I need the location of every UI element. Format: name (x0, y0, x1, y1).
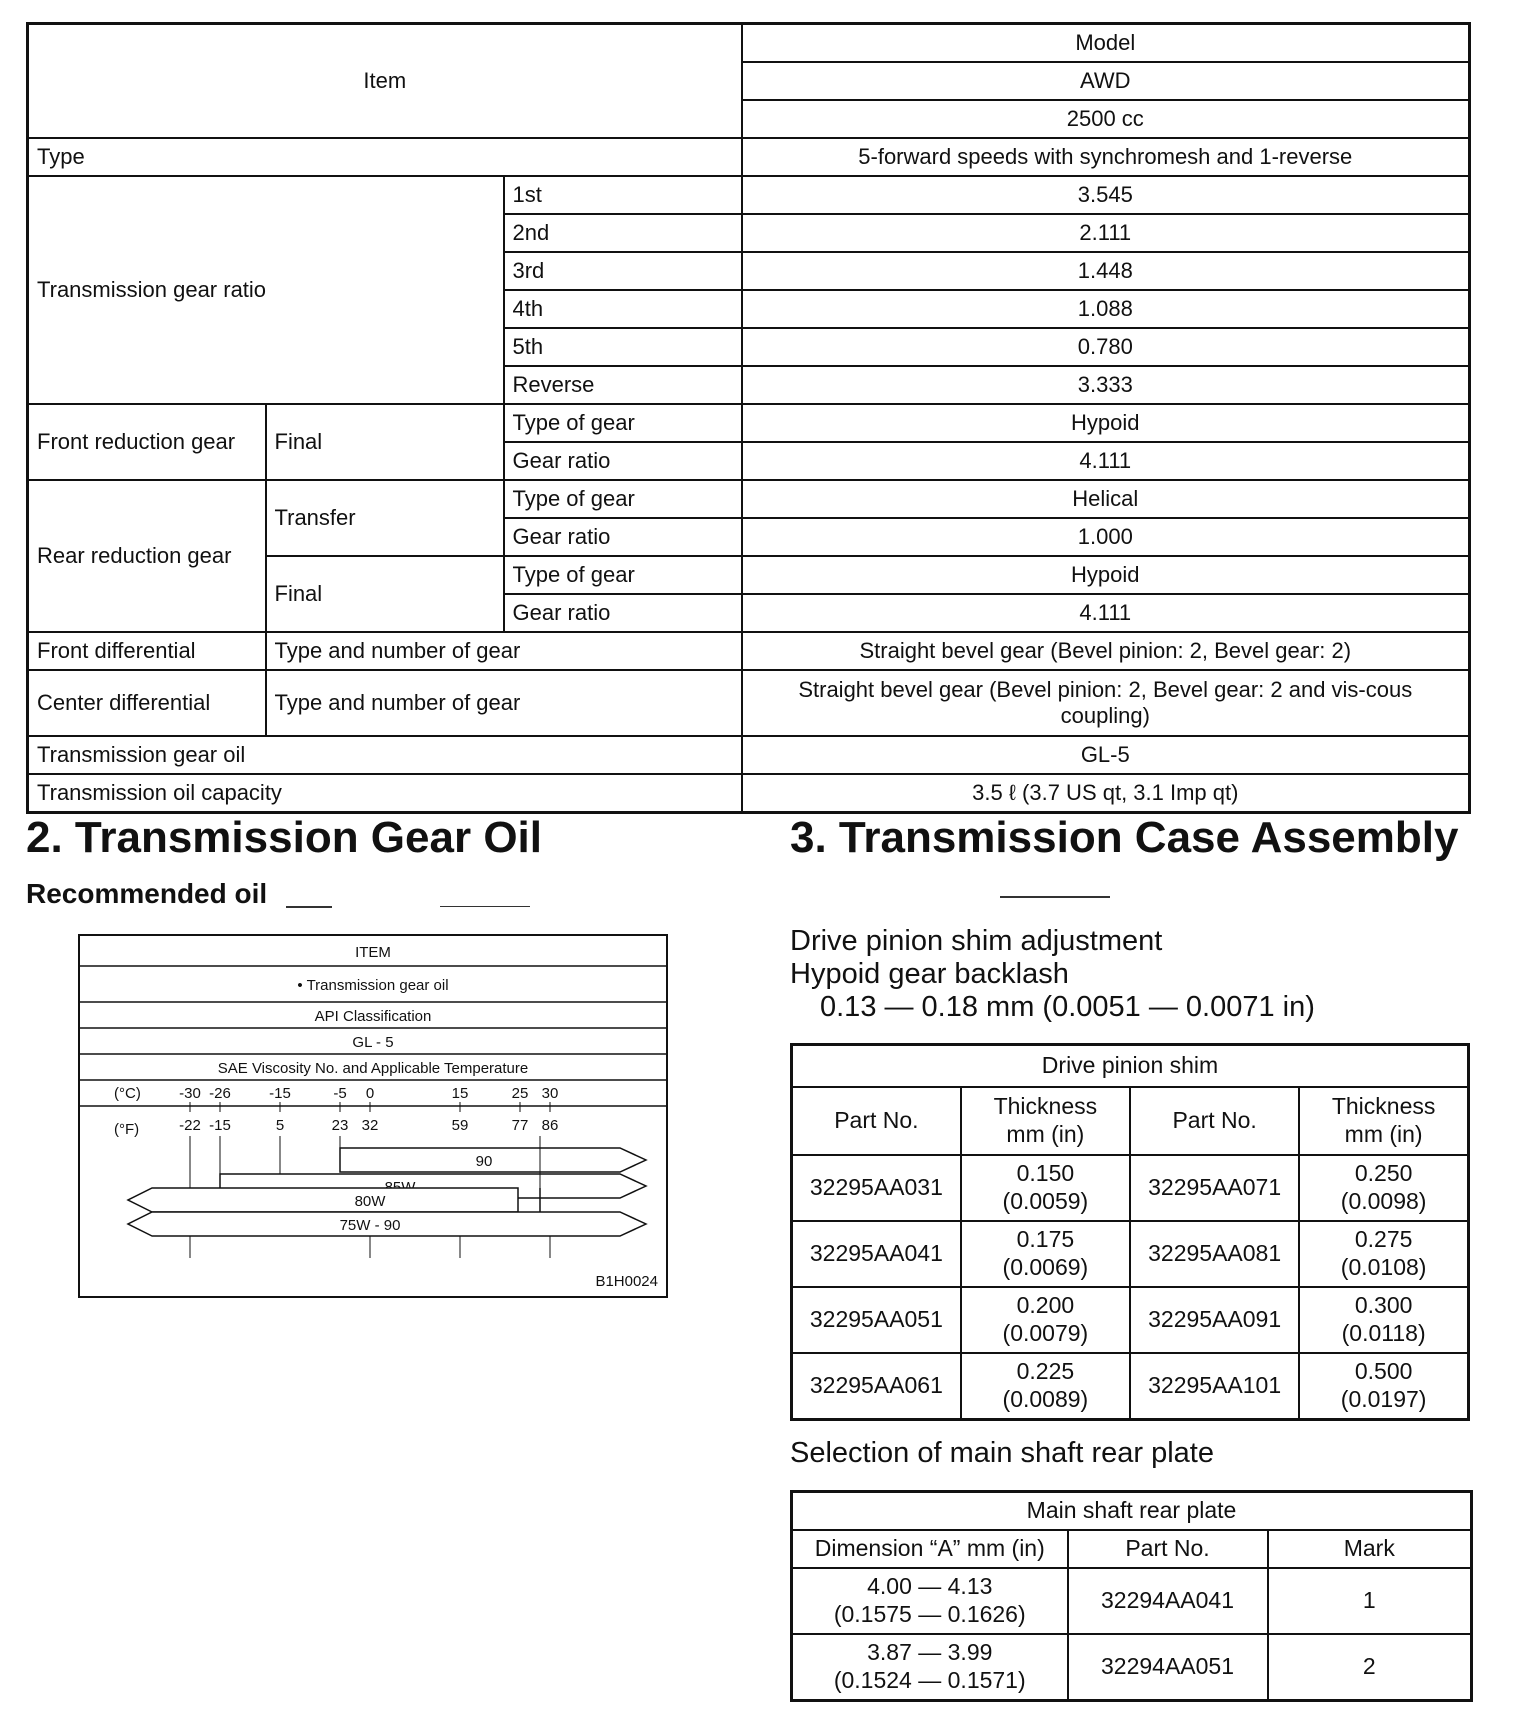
celsius-tick-label: 25 (511, 1085, 529, 1102)
shim-col-thickness (1299, 1087, 1468, 1155)
oil-viscosity-chart-svg (80, 936, 666, 1296)
thickness-in: (0.0098) (1340, 1188, 1427, 1214)
table-row (792, 1353, 1469, 1420)
front-reduction-label: Front reduction gear (28, 404, 266, 480)
type-value: 5-forward speeds with synchromesh and 1-reverse (742, 138, 1470, 176)
specifications-table (26, 22, 1471, 814)
grade-bar-80w (128, 1188, 518, 1212)
type-label: Type (28, 138, 742, 176)
gear-name: 1st (504, 176, 742, 214)
shim-thickness (961, 1155, 1130, 1221)
rear-transfer-label: Transfer (266, 480, 504, 556)
thickness-in: (0.0059) (1002, 1188, 1089, 1214)
thickness-in: (0.0197) (1340, 1386, 1427, 1412)
table-row (792, 1155, 1469, 1221)
shim-part-no: 32295AA031 (792, 1155, 961, 1221)
oil-capacity-value: 3.5 ℓ (3.7 US qt, 3.1 Imp qt) (742, 774, 1470, 813)
dimension-mm: 4.00 — 4.13 (867, 1573, 993, 1600)
shim-part-no: 32295AA061 (792, 1353, 961, 1420)
front-type-label: Type of gear (504, 404, 742, 442)
gear-name: 2nd (504, 214, 742, 252)
oil-capacity-label: Transmission oil capacity (28, 774, 742, 813)
gear-ratio-value: 2.111 (742, 214, 1470, 252)
gear-ratio-value: 3.545 (742, 176, 1470, 214)
thickness-mm: 0.150 (1016, 1160, 1075, 1187)
item-header: Item (28, 24, 742, 139)
fahrenheit-tick-label: -15 (209, 1117, 231, 1134)
rear-final-ratio-label: Gear ratio (504, 594, 742, 632)
shim-thickness (961, 1221, 1130, 1287)
chart-api-label: API Classification (314, 1008, 432, 1025)
chart-api-value: GL - 5 (352, 1034, 394, 1051)
celsius-tick-label: -30 (179, 1085, 201, 1102)
center-diff-label: Center differential (28, 670, 266, 736)
front-ratio-value: 4.111 (742, 442, 1470, 480)
rear-reduction-label: Rear reduction gear (28, 480, 266, 632)
section-3-title: 3. Transmission Case Assembly (790, 813, 1459, 862)
fahrenheit-tick-label: 23 (331, 1117, 349, 1134)
shim-col-thickness-line2: mm (in) (1344, 1121, 1423, 1147)
gear-name: 3rd (504, 252, 742, 290)
chart-temperature-scale (179, 1085, 558, 1134)
shim-part-no: 32295AA051 (792, 1287, 961, 1353)
rule-line (286, 906, 332, 908)
center-diff-sub: Type and number of gear (266, 670, 742, 736)
fahrenheit-tick-label: 86 (541, 1117, 559, 1134)
model-awd: AWD (742, 62, 1470, 100)
model-displacement: 2500 cc (742, 100, 1470, 138)
grade-label: 75W - 90 (339, 1217, 401, 1234)
dimension-in: (0.1575 — 0.1626) (833, 1601, 1026, 1627)
shim-col-thickness-line1: Thickness (993, 1093, 1098, 1120)
gear-name: 5th (504, 328, 742, 366)
figure-code: B1H0024 (595, 1273, 658, 1290)
rear-final-type-value: Hypoid (742, 556, 1470, 594)
chart-fahrenheit-unit: (°F) (114, 1121, 140, 1138)
gear-ratio-label: Transmission gear ratio (28, 176, 504, 404)
rear-final-ratio-value: 4.111 (742, 594, 1470, 632)
backlash-value: 0.13 — 0.18 mm (0.0051 — 0.0071 in) (820, 991, 1315, 1023)
rear-transfer-ratio-label: Gear ratio (504, 518, 742, 556)
thickness-mm: 0.275 (1354, 1226, 1413, 1253)
table-row (792, 1634, 1472, 1701)
thickness-in: (0.0118) (1341, 1320, 1426, 1346)
thickness-mm: 0.300 (1354, 1292, 1413, 1319)
front-diff-value: Straight bevel gear (Bevel pinion: 2, Bevel gear: 2) (742, 632, 1470, 670)
thickness-mm: 0.175 (1016, 1226, 1075, 1253)
thickness-in: (0.0108) (1340, 1254, 1427, 1280)
shim-col-thickness-line2: mm (in) (1006, 1121, 1085, 1147)
shim-col-thickness (961, 1087, 1130, 1155)
rear-transfer-type-value: Helical (742, 480, 1470, 518)
shim-col-thickness-line1: Thickness (1331, 1093, 1436, 1120)
oil-viscosity-chart (78, 934, 668, 1298)
gear-oil-value: GL-5 (742, 736, 1470, 774)
plate-mark: 1 (1268, 1568, 1472, 1634)
grade-bar-90 (340, 1148, 646, 1172)
shim-thickness (1299, 1155, 1468, 1221)
drive-pinion-shim-table (790, 1043, 1470, 1421)
front-final-label: Final (266, 404, 504, 480)
front-diff-label: Front differential (28, 632, 266, 670)
center-diff-value: Straight bevel gear (Bevel pinion: 2, Bevel gear: 2 and vis-cous coupling) (742, 670, 1470, 736)
celsius-tick-label: -26 (209, 1085, 231, 1102)
plate-col-part: Part No. (1068, 1530, 1268, 1568)
shim-thickness (1299, 1287, 1468, 1353)
rear-final-label: Final (266, 556, 504, 632)
gear-ratio-value: 3.333 (742, 366, 1470, 404)
chart-sae-label: SAE Viscosity No. and Applicable Temperature (217, 1060, 529, 1077)
model-header: Model (742, 24, 1470, 63)
plate-dimension (792, 1568, 1068, 1634)
gear-ratio-value: 1.448 (742, 252, 1470, 290)
plate-dimension (792, 1634, 1068, 1701)
plate-col-dimension: Dimension “A” mm (in) (792, 1530, 1068, 1568)
thickness-in: (0.0079) (1002, 1320, 1089, 1346)
thickness-mm: 0.200 (1016, 1292, 1075, 1319)
rear-transfer-ratio-value: 1.000 (742, 518, 1470, 556)
rear-transfer-type-label: Type of gear (504, 480, 742, 518)
shim-part-no: 32295AA101 (1130, 1353, 1299, 1420)
plate-table-title: Main shaft rear plate (792, 1492, 1472, 1531)
table-row (792, 1221, 1469, 1287)
gear-ratio-value: 1.088 (742, 290, 1470, 328)
rule-line (1000, 896, 1110, 898)
thickness-in: (0.0089) (1002, 1386, 1089, 1412)
celsius-tick-label: -15 (269, 1085, 291, 1102)
fahrenheit-tick-label: 32 (361, 1117, 379, 1134)
rule-line (440, 906, 530, 907)
fahrenheit-tick-label: -22 (179, 1117, 201, 1134)
dimension-mm: 3.87 — 3.99 (867, 1639, 993, 1666)
shim-thickness (1299, 1353, 1468, 1420)
celsius-tick-label: 15 (451, 1085, 469, 1102)
pinion-adjustment-text: Drive pinion shim adjustment (790, 925, 1163, 957)
thickness-mm: 0.225 (1016, 1358, 1075, 1385)
front-type-value: Hypoid (742, 404, 1470, 442)
fahrenheit-tick-label: 59 (451, 1117, 469, 1134)
shim-thickness (1299, 1221, 1468, 1287)
chart-celsius-unit: (°C) (114, 1085, 141, 1102)
gear-name: 4th (504, 290, 742, 328)
dimension-in: (0.1524 — 0.1571) (833, 1667, 1026, 1693)
main-shaft-rear-plate-table (790, 1490, 1473, 1702)
plate-col-mark: Mark (1268, 1530, 1472, 1568)
plate-selection-heading: Selection of main shaft rear plate (790, 1437, 1214, 1469)
shim-thickness (961, 1287, 1130, 1353)
chart-item-label: ITEM (355, 944, 391, 961)
section-2-title: 2. Transmission Gear Oil (26, 813, 542, 862)
recommended-oil-subtitle: Recommended oil (26, 878, 268, 909)
shim-col-part: Part No. (1130, 1087, 1299, 1155)
shim-part-no: 32295AA081 (1130, 1221, 1299, 1287)
plate-part-no: 32294AA041 (1068, 1568, 1268, 1634)
gear-name: Reverse (504, 366, 742, 404)
thickness-in: (0.0069) (1002, 1254, 1089, 1280)
gear-oil-label: Transmission gear oil (28, 736, 742, 774)
shim-part-no: 32295AA091 (1130, 1287, 1299, 1353)
shim-col-part: Part No. (792, 1087, 961, 1155)
celsius-tick-label: 0 (365, 1085, 375, 1102)
shim-thickness (961, 1353, 1130, 1420)
fahrenheit-tick-label: 77 (511, 1117, 529, 1134)
shim-table-title: Drive pinion shim (792, 1045, 1469, 1088)
thickness-mm: 0.500 (1354, 1358, 1413, 1385)
plate-part-no: 32294AA051 (1068, 1634, 1268, 1701)
table-row (792, 1568, 1472, 1634)
celsius-tick-label: 30 (541, 1085, 559, 1102)
rear-final-type-label: Type of gear (504, 556, 742, 594)
celsius-tick-label: -5 (333, 1085, 347, 1102)
chart-item-value: • Transmission gear oil (297, 977, 449, 994)
shim-part-no: 32295AA041 (792, 1221, 961, 1287)
shim-part-no: 32295AA071 (1130, 1155, 1299, 1221)
table-row (792, 1287, 1469, 1353)
thickness-mm: 0.250 (1354, 1160, 1413, 1187)
plate-mark: 2 (1268, 1634, 1472, 1701)
front-diff-sub: Type and number of gear (266, 632, 742, 670)
fahrenheit-tick-label: 5 (275, 1117, 285, 1134)
front-ratio-label: Gear ratio (504, 442, 742, 480)
grade-label: 80W (354, 1193, 386, 1210)
gear-ratio-value: 0.780 (742, 328, 1470, 366)
backlash-label: Hypoid gear backlash (790, 958, 1069, 990)
grade-label: 90 (475, 1153, 493, 1170)
